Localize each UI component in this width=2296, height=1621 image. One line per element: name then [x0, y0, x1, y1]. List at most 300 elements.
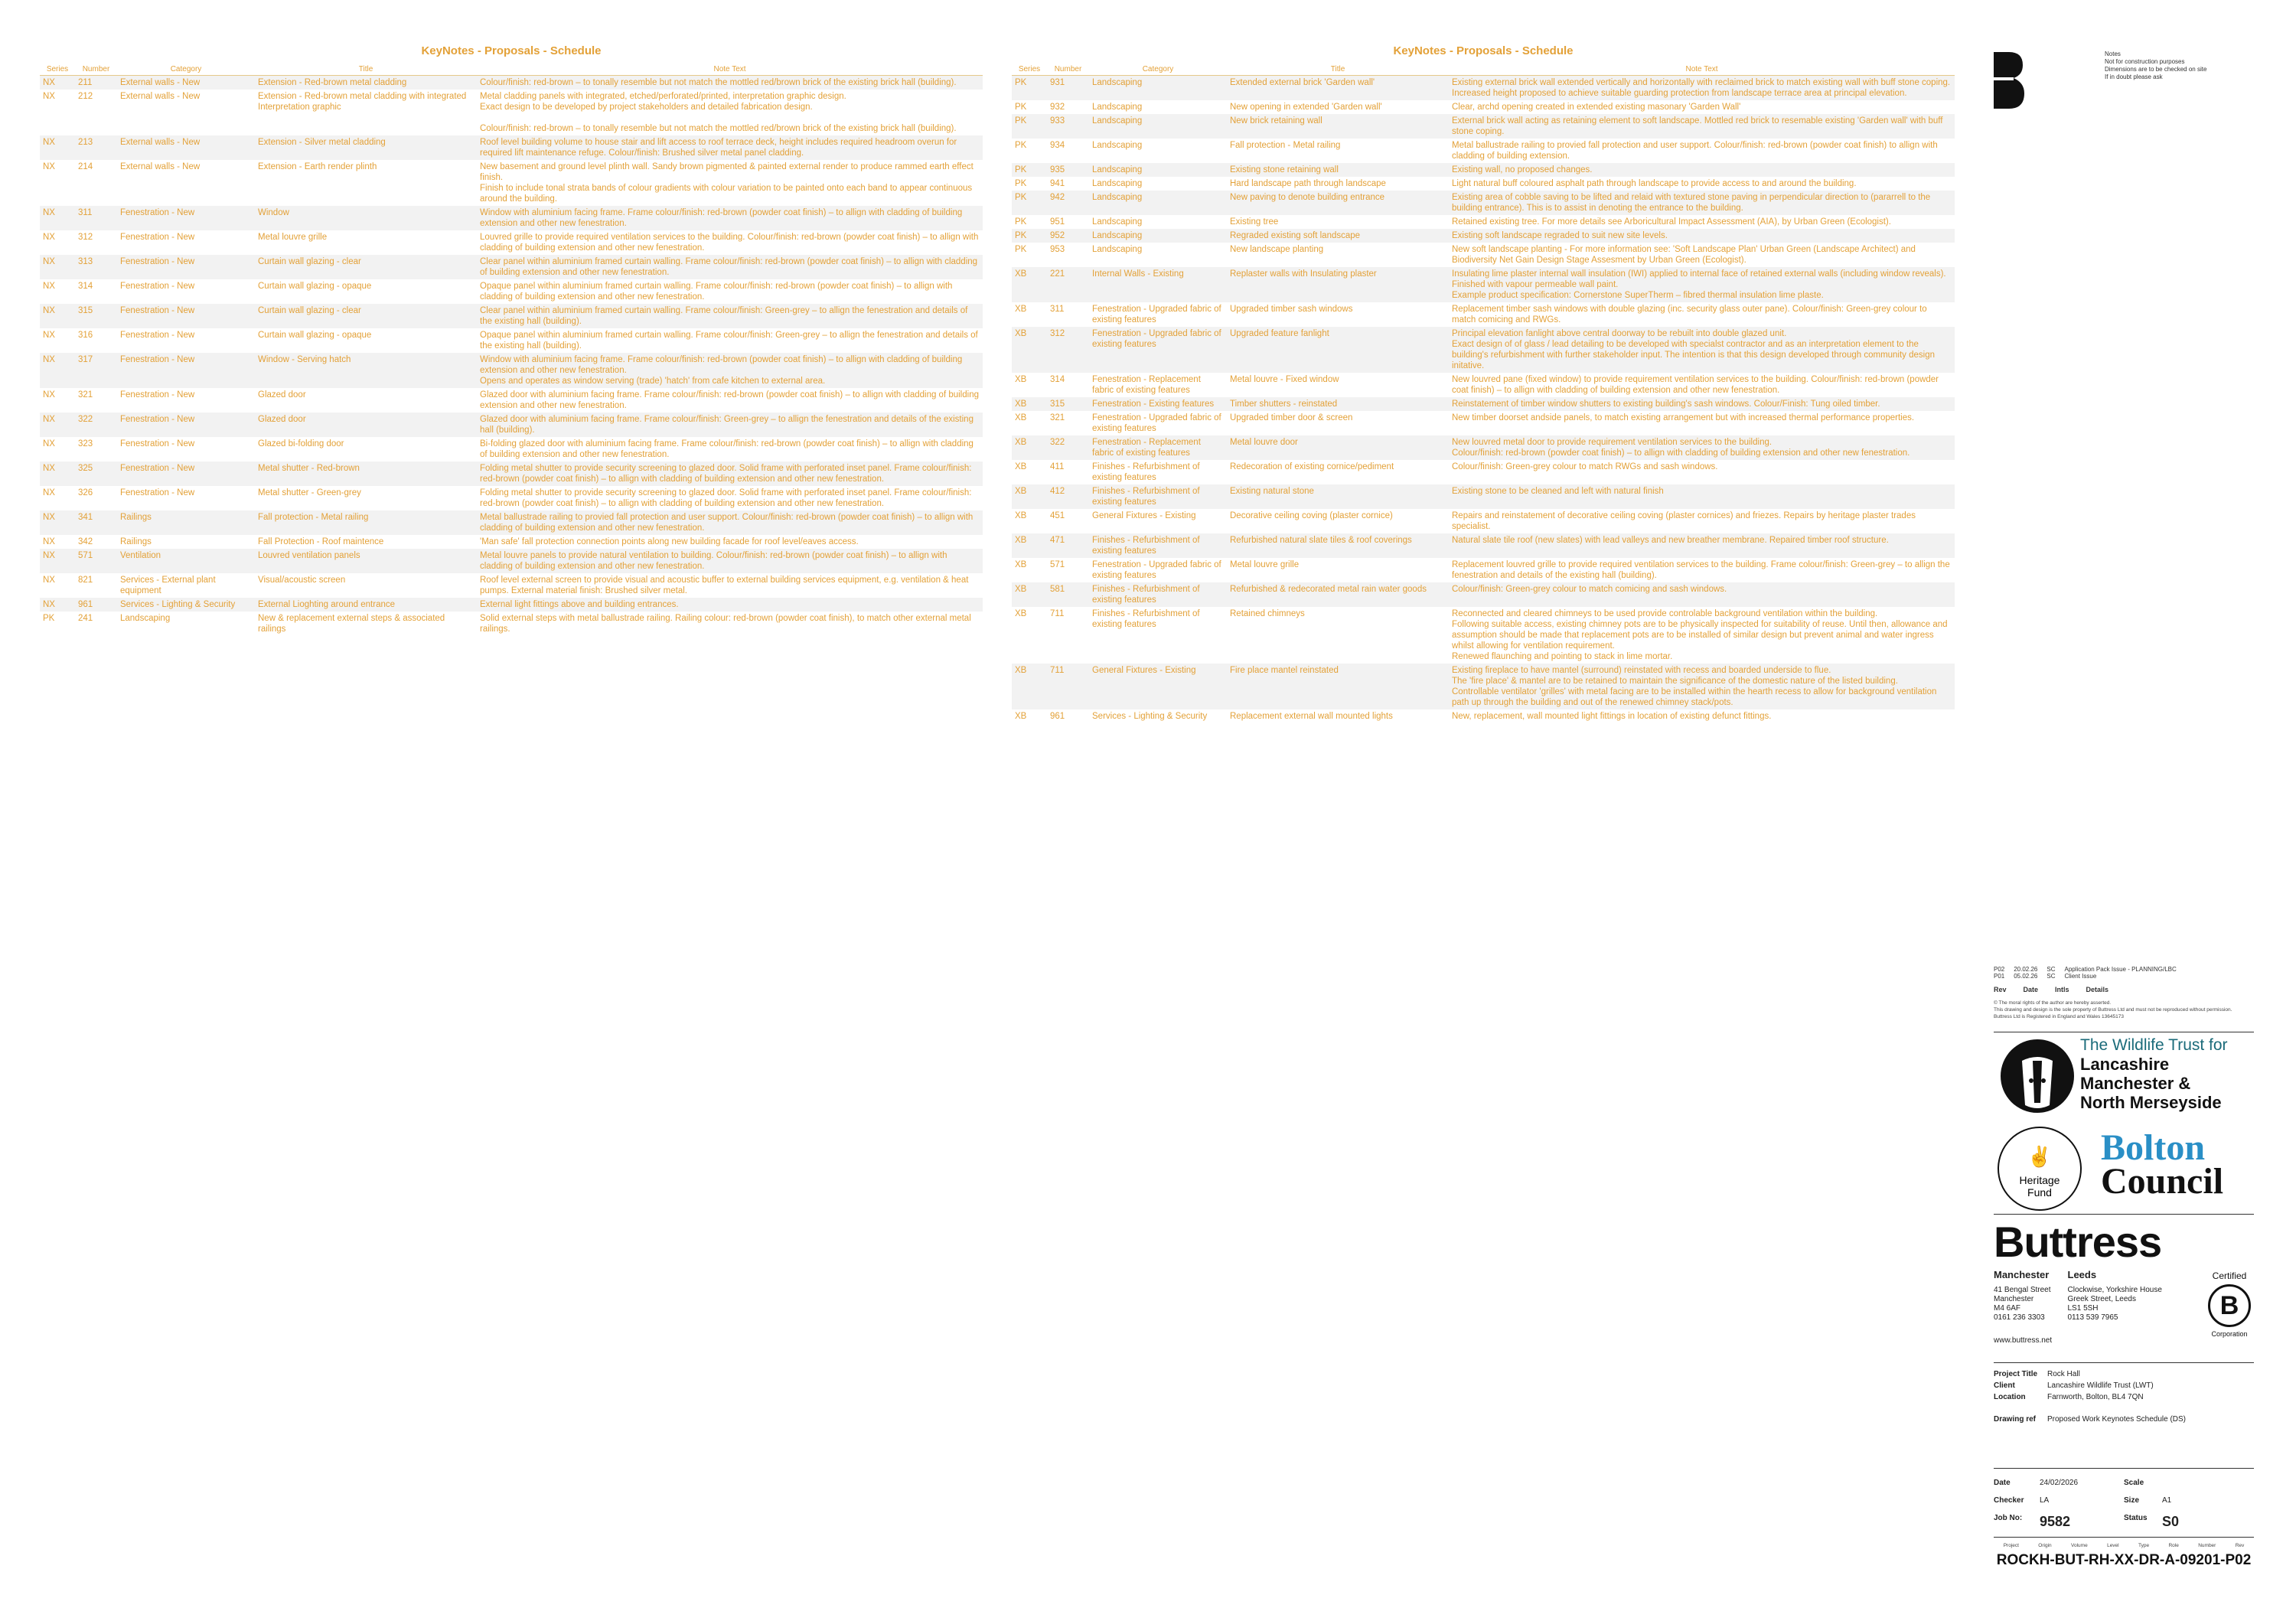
title-cell: Window - Serving hatch	[258, 355, 351, 364]
dn-label: Type	[2138, 1543, 2150, 1548]
number-cell: 932	[1050, 103, 1065, 112]
series-cell: XB	[1015, 375, 1027, 384]
table-row	[40, 612, 983, 636]
revision-row	[1994, 973, 2254, 980]
status-value: S0	[2162, 1514, 2180, 1529]
project-row	[1994, 1381, 2186, 1390]
series-cell: PK	[1015, 78, 1027, 87]
number-cell: 321	[1050, 413, 1065, 422]
category-cell: Fenestration - New	[120, 390, 195, 400]
title-cell: Metal louvre grille	[258, 233, 328, 242]
category-cell: Landscaping	[1092, 116, 1143, 126]
number-cell: 471	[1050, 536, 1065, 545]
table-row	[1012, 582, 1955, 607]
series-cell: NX	[43, 551, 55, 560]
series-cell: XB	[1015, 305, 1027, 314]
title-cell: Existing natural stone	[1230, 487, 1314, 496]
category-cell: General Fixtures - Existing	[1092, 511, 1196, 520]
note-cell: Folding metal shutter to provide security screening to glazed door. Solid frame with perforated inset panel. Frame colour/finish: red-brown (powder coat finish) – to allign with cladding of building extension and other new fenestration.	[480, 464, 972, 484]
col-title: Title	[358, 65, 373, 73]
series-cell: NX	[43, 513, 55, 522]
dn-label: Rev	[2235, 1543, 2245, 1548]
series-cell: XB	[1015, 609, 1027, 618]
table-row	[1012, 267, 1955, 302]
title-cell: Window	[258, 208, 289, 217]
series-cell: XB	[1015, 585, 1027, 594]
number-cell: 312	[78, 233, 93, 242]
series-cell: XB	[1015, 666, 1027, 675]
title-cell: Refurbished & redecorated metal rain water goods	[1230, 585, 1427, 594]
title-cell: Existing tree	[1230, 217, 1279, 227]
category-cell: Fenestration - New	[120, 439, 195, 448]
category-cell: External walls - New	[120, 162, 201, 171]
job-label: Job No:	[1994, 1514, 2023, 1522]
note-cell: Metal ballustrade railing to provied fall protection and user support. Colour/finish: red-brown (powder coat finish) to allign with cladding of building extension.	[1452, 141, 1938, 161]
office-line: 0113 539 7965	[2067, 1313, 2118, 1322]
note-cell: Existing soft landscape regraded to suit new site levels.	[1452, 231, 1668, 240]
table-row	[1012, 327, 1955, 373]
office-city: Manchester	[1994, 1269, 2050, 1280]
size-value: A1	[2162, 1496, 2172, 1505]
title-cell: Glazed bi-folding door	[258, 439, 344, 448]
category-cell: Fenestration - New	[120, 464, 195, 473]
table-row	[40, 510, 983, 535]
series-cell: XB	[1015, 329, 1027, 338]
table-row	[40, 413, 983, 437]
category-cell: Fenestration - New	[120, 257, 195, 266]
table-row	[40, 328, 983, 353]
note-cell: Glazed door with aluminium facing frame. Frame colour/finish: red-brown (powder coat finish) – to allign with cladding of building extension and other new fenestration.	[480, 390, 979, 410]
note-cell: Colour/finish: Green-grey colour to match comicing and sash windows.	[1452, 585, 1727, 594]
drawing-ref-row	[1994, 1415, 2186, 1424]
initials-label: Intls	[2055, 986, 2069, 993]
number-cell: 451	[1050, 511, 1065, 520]
note-cell: Replacement timber sash windows with double glazing (inc. security glass outer pane). Colour/finish: Green-grey colour to match comicing and RWGs.	[1452, 305, 1927, 325]
note-cell: Natural slate tile roof (new slates) with lead valleys and new breather membrane. Repaired timber roof structure.	[1452, 536, 1889, 545]
bolton-line2: Council	[2101, 1161, 2224, 1202]
number-cell: 322	[1050, 438, 1065, 447]
drawing-ref-value: Proposed Work Keynotes Schedule (DS)	[2047, 1415, 2187, 1424]
note-cell: Window with aluminium facing frame. Frame colour/finish: red-brown (powder coat finish) – to allign with cladding of building extension and other new fenestration. Opens and operates as window serving (trade) 'hatch' from cafe kitchen to external area.	[480, 355, 963, 386]
note-cell: Reconnected and cleared chimneys to be used provide controlable background ventilation within the building. Following suitable access, existing chimney pots are to be physically inspected for suitability of reuse. Until then, allowance and assumption should be made that replacement pots are to be installed of similar design but prevent animal and water ingress whilst allowing for ventilation requirement. Renewed flaunching and pointing to stack in lime mortar.	[1452, 609, 1948, 661]
series-cell: NX	[43, 78, 55, 87]
divider	[1994, 1362, 2254, 1363]
drawing-notes: Notes Not for construction purposes Dimensions are to be checked on site If in doubt please ask	[2105, 51, 2207, 80]
category-cell: Fenestration - Upgraded fabric of existing features	[1092, 413, 1221, 433]
divider	[1994, 1468, 2254, 1469]
series-cell: PK	[1015, 116, 1027, 126]
note-cell: Roof level building volume to house stair and lift access to roof terrace deck, height includes required headroom overun for required lift maintenance refuge. Colour/finish: Brushed silver metal panel cladding.	[480, 138, 957, 158]
title-cell: New opening in extended 'Garden wall'	[1230, 103, 1382, 112]
number-cell: 934	[1050, 141, 1065, 150]
title-cell: Regraded existing soft landscape	[1230, 231, 1361, 240]
heritage-line2: Fund	[2027, 1186, 2052, 1199]
bcorp-logo	[2206, 1270, 2252, 1338]
category-cell: External walls - New	[120, 78, 201, 87]
series-cell: NX	[43, 600, 55, 609]
number-cell: 961	[78, 600, 93, 609]
number-cell: 221	[1050, 269, 1065, 279]
wildlife-line2: Lancashire	[2080, 1055, 2170, 1074]
note-cell: New louvred metal door to provide requirement ventilation services to the building. Colour/finish: red-brown (powder coat finish) – to allign with cladding of building extension and other new fenestration.	[1452, 438, 1910, 458]
table-row	[1012, 191, 1955, 215]
dn-label: Origin	[2038, 1543, 2052, 1548]
table-row	[1012, 558, 1955, 582]
table-row	[40, 76, 983, 90]
date-label: Date	[2023, 986, 2039, 993]
category-cell: Finishes - Refurbishment of existing features	[1092, 462, 1200, 482]
category-cell: Fenestration - New	[120, 282, 195, 291]
series-cell: NX	[43, 162, 55, 171]
revision-details: Application Pack Issue - PLANNING/LBC	[2064, 966, 2177, 973]
series-cell: PK	[1015, 245, 1027, 254]
project-label: Client	[1994, 1381, 2015, 1390]
schedule-right	[1012, 44, 1955, 723]
title-cell: Upgraded feature fanlight	[1230, 329, 1329, 338]
note-cell: Existing stone to be cleaned and left with natural finish	[1452, 487, 1664, 496]
title-cell: Metal shutter - Green-grey	[258, 488, 361, 497]
category-cell: Fenestration - New	[120, 415, 195, 424]
table-row	[1012, 373, 1955, 397]
table-row	[40, 135, 983, 160]
note-cell: Reinstatement of timber window shutters to existing building's sash windows. Colour/Finish: Tung oiled timber.	[1452, 400, 1880, 409]
project-label: Location	[1994, 1393, 2026, 1401]
series-cell: NX	[43, 439, 55, 448]
category-cell: Fenestration - New	[120, 488, 195, 497]
project-info	[1994, 1370, 2186, 1427]
number-cell: 314	[78, 282, 93, 291]
table-row	[1012, 460, 1955, 484]
number-cell: 711	[1050, 666, 1065, 675]
category-cell: Fenestration - New	[120, 355, 195, 364]
note-cell: Principal elevation fanlight above central doorway to be rebuilt into double glazed unit. Exact design of of glass / lead detailing to be developed with specialst contractor and as an interpretation element to the building's refurbishment with further stakeholder input. The intention is that this design developed through community design initative.	[1452, 329, 1936, 370]
number-cell: 315	[78, 306, 93, 315]
number-cell: 571	[78, 551, 93, 560]
table-row	[1012, 607, 1955, 664]
title-cell: Louvred ventilation panels	[258, 551, 360, 560]
series-cell: PK	[1015, 165, 1027, 174]
table-row	[40, 255, 983, 279]
title-cell: Retained chimneys	[1230, 609, 1305, 618]
series-cell: PK	[1015, 231, 1027, 240]
table-row	[1012, 76, 1955, 100]
series-cell: XB	[1015, 438, 1027, 447]
series-cell: XB	[1015, 712, 1027, 721]
schedule-left	[40, 44, 983, 636]
category-cell: Fenestration - New	[120, 331, 195, 340]
schedule-title: KeyNotes - Proposals - Schedule	[1393, 44, 1574, 57]
size-label: Size	[2124, 1496, 2140, 1505]
schedule-header	[40, 65, 983, 76]
series-cell: NX	[43, 282, 55, 291]
title-cell: New brick retaining wall	[1230, 116, 1322, 126]
table-row	[40, 90, 983, 135]
category-cell: Landscaping	[1092, 193, 1143, 202]
series-cell: NX	[43, 306, 55, 315]
number-cell: 312	[1050, 329, 1065, 338]
buttress-b-logo-icon	[1994, 52, 2024, 109]
number-cell: 941	[1050, 179, 1065, 188]
revision-rows	[1994, 966, 2254, 980]
bcorp-letter: B	[2208, 1284, 2251, 1327]
category-cell: Landscaping	[1092, 103, 1143, 112]
office-line: M4 6AF	[1994, 1304, 2021, 1313]
project-row	[1994, 1370, 2186, 1378]
series-cell: NX	[43, 92, 55, 101]
wildlife-line1: The Wildlife Trust for	[2080, 1036, 2228, 1054]
table-row	[1012, 435, 1955, 460]
category-cell: Railings	[120, 537, 152, 546]
number-cell: 341	[78, 513, 93, 522]
category-cell: Fenestration - New	[120, 233, 195, 242]
title-cell: Decorative ceiling coving (plaster cornice)	[1230, 511, 1393, 520]
number-cell: 342	[78, 537, 93, 546]
category-cell: Fenestration - Existing features	[1092, 400, 1215, 409]
number-cell: 311	[78, 208, 93, 217]
buttress-wordmark: Buttress	[1994, 1218, 2162, 1266]
table-row	[1012, 302, 1955, 327]
number-cell: 214	[78, 162, 93, 171]
table-row	[1012, 114, 1955, 139]
table-row	[40, 279, 983, 304]
drawing-number-block	[1994, 1543, 2254, 1569]
note-cell: Opaque panel within aluminium framed curtain walling. Frame colour/finish: Green-grey – to allign the fenestration and details of the existing hall (building).	[480, 331, 978, 351]
office-line: 0161 236 3303	[1994, 1313, 2045, 1322]
title-cell: Fall protection - Metal railing	[1230, 141, 1341, 150]
project-value: Rock Hall	[2047, 1370, 2080, 1378]
number-cell: 212	[78, 92, 93, 101]
note-cell: Clear, archd opening created in extended existing masonary 'Garden Wall'	[1452, 103, 1741, 112]
col-category: Category	[1142, 65, 1174, 73]
category-cell: External walls - New	[120, 92, 201, 101]
divider	[1994, 1537, 2254, 1538]
number-cell: 211	[78, 78, 93, 87]
legal-text: © The moral rights of the author are hereby asserted. This drawing and design is the sole property of Buttress Ltd and must not be reproduced without permission. Buttress Ltd is Registered in England and Wales 13645173	[1994, 1000, 2232, 1019]
category-cell: Services - External plant equipment	[120, 576, 216, 595]
table-row	[1012, 177, 1955, 191]
title-cell: New paving to denote building entrance	[1230, 193, 1385, 202]
category-cell: Landscaping	[1092, 217, 1143, 227]
number-cell: 933	[1050, 116, 1065, 126]
note-cell: Existing wall, no proposed changes.	[1452, 165, 1593, 174]
bolton-council-logo	[2101, 1127, 2224, 1202]
dn-label: Volume	[2071, 1543, 2088, 1548]
title-cell: New landscape planting	[1230, 245, 1324, 254]
col-number: Number	[82, 65, 110, 73]
number-cell: 711	[1050, 609, 1065, 618]
note-cell: Glazed door with aluminium facing frame. Frame colour/finish: Green-grey – to allign the fenestration and details of the existing hall (building).	[480, 415, 974, 435]
note-cell: New, replacement, wall mounted light fittings in location of existing defunct fittings.	[1452, 712, 1772, 721]
category-cell: Landscaping	[1092, 165, 1143, 174]
note-cell: Bi-folding glazed door with aluminium facing frame. Frame colour/finish: red-brown (powder coat finish) – to allign with cladding of building extension and other new fenestration.	[480, 439, 974, 459]
series-cell: XB	[1015, 560, 1027, 569]
category-cell: Landscaping	[120, 614, 171, 623]
revision-header	[1994, 986, 2254, 993]
dn-label: Level	[2107, 1543, 2119, 1548]
note-cell: Colour/finish: Green-grey colour to match RWGs and sash windows.	[1452, 462, 1718, 471]
date-label: Date	[1994, 1479, 2011, 1487]
revision-block	[1994, 966, 2254, 1020]
series-cell: NX	[43, 331, 55, 340]
title-cell: Curtain wall glazing - opaque	[258, 331, 372, 340]
details-label: Details	[2086, 986, 2109, 993]
category-cell: Fenestration - Replacement fabric of existing features	[1092, 438, 1201, 458]
hand-icon: ✌	[2027, 1145, 2053, 1168]
table-row	[40, 535, 983, 549]
title-cell: Replacement external wall mounted lights	[1230, 712, 1393, 721]
note-cell: Existing external brick wall extended vertically and horizontally with reclaimed brick to match existing wall with buff stone coping. Increased height proposed to achieve suitable guarding protection from landscape terrace area at principal elevation.	[1452, 78, 1951, 98]
schedule-header	[1012, 65, 1955, 76]
category-cell: Internal Walls - Existing	[1092, 269, 1184, 279]
title-cell: Glazed door	[258, 415, 306, 424]
wildlife-line4: North Merseyside	[2080, 1093, 2222, 1112]
table-row	[40, 304, 983, 328]
status-label: Status	[2124, 1514, 2148, 1522]
table-row	[40, 598, 983, 612]
heritage-fund-logo	[1998, 1127, 2082, 1211]
title-cell: Extension - Red-brown metal cladding with integrated Interpretation graphic	[258, 92, 467, 112]
category-cell: Fenestration - New	[120, 306, 195, 315]
category-cell: Fenestration - New	[120, 208, 195, 217]
series-cell: XB	[1015, 413, 1027, 422]
category-cell: Landscaping	[1092, 179, 1143, 188]
note-cell: Roof level external screen to provide visual and acoustic buffer to external building services equipment, e.g. ventilation & heat pumps. External material finish: Brushed silver metal.	[480, 576, 969, 595]
office-line: 41 Bengal Street	[1994, 1286, 2051, 1294]
note-cell: Metal louvre panels to provide natural ventilation to building. Colour/finish: red-brown (powder coat finish) – to allign with cladding of building extension and other new fenestration.	[480, 551, 947, 571]
title-cell: Extension - Red-brown metal cladding	[258, 78, 407, 87]
bcorp-top: Certified	[2212, 1270, 2247, 1281]
number-cell: 942	[1050, 193, 1065, 202]
wildlife-line3: Manchester &	[2080, 1074, 2191, 1093]
table-row	[1012, 397, 1955, 411]
scale-value	[2162, 1479, 2239, 1487]
number-cell: 316	[78, 331, 93, 340]
number-cell: 313	[78, 257, 93, 266]
category-cell: Fenestration - Upgraded fabric of existing features	[1092, 560, 1221, 580]
number-cell: 952	[1050, 231, 1065, 240]
series-cell: PK	[1015, 193, 1027, 202]
table-row	[40, 462, 983, 486]
office	[2068, 1270, 2162, 1323]
series-cell: PK	[43, 614, 55, 623]
table-row	[40, 160, 983, 206]
note-cell: Metal cladding panels with integrated, etched/perforated/printed, interpretation graphic design. Exact design to be developed by project stakeholders and detailed fabrication design. Colour/finish: red-brown – to tonally resemble but not match the mottled red/brown brick of the existing brick hall (building).	[480, 92, 957, 133]
table-row	[40, 573, 983, 598]
number-cell: 322	[78, 415, 93, 424]
number-cell: 323	[78, 439, 93, 448]
bcorp-bottom: Corporation	[2211, 1330, 2248, 1338]
table-row	[1012, 229, 1955, 243]
number-cell: 412	[1050, 487, 1065, 496]
date-value: 24/02/2026	[2040, 1479, 2079, 1487]
office-line: Manchester	[1994, 1295, 2034, 1303]
table-row	[1012, 100, 1955, 114]
series-cell: NX	[43, 233, 55, 242]
number-cell: 571	[1050, 560, 1065, 569]
table-row	[40, 230, 983, 255]
badger-logo-icon	[1999, 1038, 2076, 1114]
note-cell: New soft landscape planting - For more information see: 'Soft Landscape Plan' Urban Green (Landscape Architect) and Biodiversity Net Gain Design Stage Assesment by Urban Green (Ecologist).	[1452, 245, 1916, 265]
revision-rev: P02	[1994, 966, 2005, 973]
divider	[1994, 1214, 2254, 1215]
category-cell: Finishes - Refurbishment of existing features	[1092, 536, 1200, 556]
project-value: Lancashire Wildlife Trust (LWT)	[2047, 1381, 2154, 1390]
title-cell: Existing stone retaining wall	[1230, 165, 1339, 174]
website: www.buttress.net	[1994, 1336, 2053, 1345]
wildlife-trust-name	[2080, 1036, 2228, 1112]
schedule-rows	[40, 76, 983, 636]
number-cell: 325	[78, 464, 93, 473]
drawing-meta	[1994, 1479, 2254, 1530]
category-cell: External walls - New	[120, 138, 201, 147]
project-label: Project Title	[1994, 1370, 2038, 1378]
note-cell: New timber doorset andside panels, to match existing arrangement but with increased thermal performance properties.	[1452, 413, 1915, 422]
title-cell: Curtain wall glazing - opaque	[258, 282, 372, 291]
series-cell: XB	[1015, 511, 1027, 520]
office-addresses	[1994, 1270, 2162, 1323]
job-value: 9582	[2040, 1514, 2071, 1529]
scale-label: Scale	[2124, 1479, 2144, 1487]
revision-date: 20.02.26	[2014, 966, 2038, 973]
title-cell: Metal louvre grille	[1230, 560, 1300, 569]
note-cell: Louvred grille to provide required ventilation services to the building. Colour/finish: red-brown (powder coat finish) – to allign with cladding of building extension and other new fenestration.	[480, 233, 979, 253]
number-cell: 326	[78, 488, 93, 497]
note-cell: Existing area of cobble saving to be lifted and relaid with textured stone paving in perpendicular direction to (pararrell to the building entrance). This is to assist in denoting the entrance to the building.	[1452, 193, 1931, 213]
table-row	[1012, 139, 1955, 163]
table-row	[1012, 243, 1955, 267]
note-cell: Existing fireplace to have mantel (surround) reinstated with recess and boarded underside to flue. The 'fire place' & mantel are to be retained to maintain the significance of the domestic nature of the listed building. Controllable ventilator 'grilles' with metal facing are to be installed within the hearth recess to allow for background ventilation path up through the building and out of the renewed chimney stack/pots.	[1452, 666, 1937, 707]
series-cell: NX	[43, 464, 55, 473]
col-note: Note Text	[713, 65, 746, 73]
title-cell: Redecoration of existing cornice/pediment	[1230, 462, 1394, 471]
category-cell: Ventilation	[120, 551, 161, 560]
number-cell: 935	[1050, 165, 1065, 174]
category-cell: Railings	[120, 513, 152, 522]
title-cell: Replaster walls with Insulating plaster	[1230, 269, 1377, 279]
office-line: LS1 5SH	[2067, 1304, 2099, 1313]
project-row	[1994, 1393, 2186, 1401]
drawing-ref-label: Drawing ref	[1994, 1415, 2037, 1424]
category-cell: Landscaping	[1092, 78, 1143, 87]
category-cell: Landscaping	[1092, 231, 1143, 240]
title-cell: Metal shutter - Red-brown	[258, 464, 360, 473]
title-cell: Curtain wall glazing - clear	[258, 306, 361, 315]
note-cell: New louvred pane (fixed window) to provide requirement ventilation services to the building. Colour/finish: red-brown (powder coat finish) – to allign with cladding of building extension and other new fenestration.	[1452, 375, 1939, 395]
col-category: Category	[170, 65, 202, 73]
title-cell: Fire place mantel reinstated	[1230, 666, 1339, 675]
rev-label: Rev	[1994, 986, 2007, 993]
title-cell: Curtain wall glazing - clear	[258, 257, 361, 266]
col-series: Series	[1018, 65, 1041, 73]
note-cell: Folding metal shutter to provide security screening to glazed door. Solid frame with perforated inset panel. Frame colour/finish: red-brown (powder coat finish) – to allign with cladding of building extension and other new fenestration.	[480, 488, 972, 508]
title-cell: Upgraded timber sash windows	[1230, 305, 1353, 314]
title-cell: Glazed door	[258, 390, 306, 400]
office-city: Leeds	[2067, 1269, 2097, 1280]
category-cell: Landscaping	[1092, 141, 1143, 150]
series-cell: NX	[43, 576, 55, 585]
revision-init: SC	[2047, 973, 2056, 980]
note-cell: Opaque panel within aluminium framed curtain walling. Frame colour/finish: red-brown (powder coat finish) – to allign with cladding of building extension and other new fenestration.	[480, 282, 953, 302]
note-cell: Insulating lime plaster internal wall insulation (IWI) applied to internal face of retained external walls (including window reveals). Finished with vapour permeable wall paint. Example product specification: Cornerstone SuperTherm – fibred thermal insulation lime plaste.	[1452, 269, 1946, 300]
title-cell: New & replacement external steps & associated railings	[258, 614, 445, 634]
revision-rev: P01	[1994, 973, 2005, 980]
table-row	[40, 549, 983, 573]
series-cell: PK	[1015, 141, 1027, 150]
table-row	[1012, 664, 1955, 709]
title-cell: Upgraded timber door & screen	[1230, 413, 1353, 422]
title-cell: Timber shutters - reinstated	[1230, 400, 1338, 409]
number-cell: 931	[1050, 78, 1065, 87]
